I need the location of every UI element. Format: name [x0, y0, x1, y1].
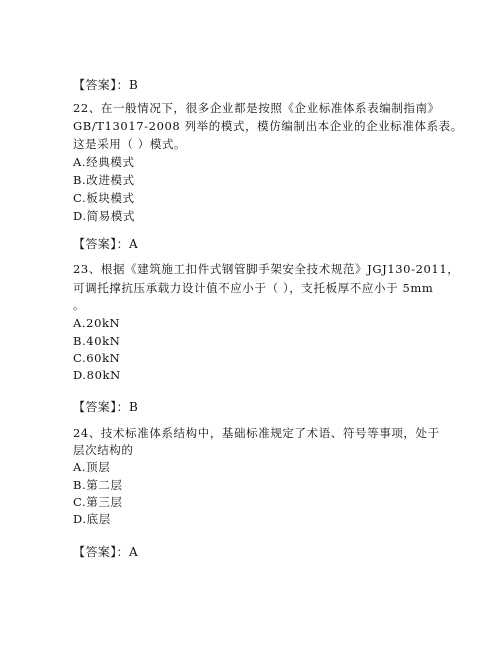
question-23-option-d: D.80kN — [73, 368, 121, 382]
question-23-option-c: C.60kN — [73, 351, 121, 365]
answer-line: 【答案】：A — [73, 545, 139, 559]
question-23-option-b: B.40kN — [73, 334, 121, 348]
question-22-option-c: C.板块模式 — [73, 191, 135, 205]
question-24-line-1: 24、技术标准体系结构中，基础标准规定了术语、符号等事项，处于 — [73, 426, 440, 440]
question-24-option-a: A.顶层 — [73, 460, 111, 474]
answer-line: 【答案】：B — [73, 400, 139, 414]
question-23-line-3: 。 — [73, 298, 86, 312]
question-22-option-d: D.简易模式 — [73, 209, 136, 223]
question-23-line-2: 可调托撑抗压承载力设计值不应小于（ ），支托板厚不应小于 5mm — [73, 281, 434, 295]
question-24-option-d: D.底层 — [73, 512, 111, 526]
answer-line: 【答案】：A — [73, 237, 139, 251]
question-22-line-2: GB/T13017-2008 列举的模式，模仿编制出本企业的企业标准体系表。 — [73, 119, 463, 133]
question-22-option-b: B.改进模式 — [73, 173, 135, 187]
question-23-option-a: A.20kN — [73, 316, 121, 330]
answer-line: 【答案】：B — [73, 78, 139, 92]
question-23-line-1: 23、根据《建筑施工扣件式钢管脚手架安全技术规范》JGJ130-2011， — [73, 262, 460, 276]
question-24-line-2: 层次结构的 — [73, 443, 134, 457]
question-22-line-3: 这是采用（ ）模式。 — [73, 137, 187, 151]
question-22-option-a: A.经典模式 — [73, 155, 135, 169]
question-24-option-c: C.第三层 — [73, 495, 123, 509]
question-24-option-b: B.第二层 — [73, 478, 123, 492]
question-22-line-1: 22、在一般情况下，很多企业都是按照《企业标准体系表编制指南》 — [73, 101, 440, 115]
